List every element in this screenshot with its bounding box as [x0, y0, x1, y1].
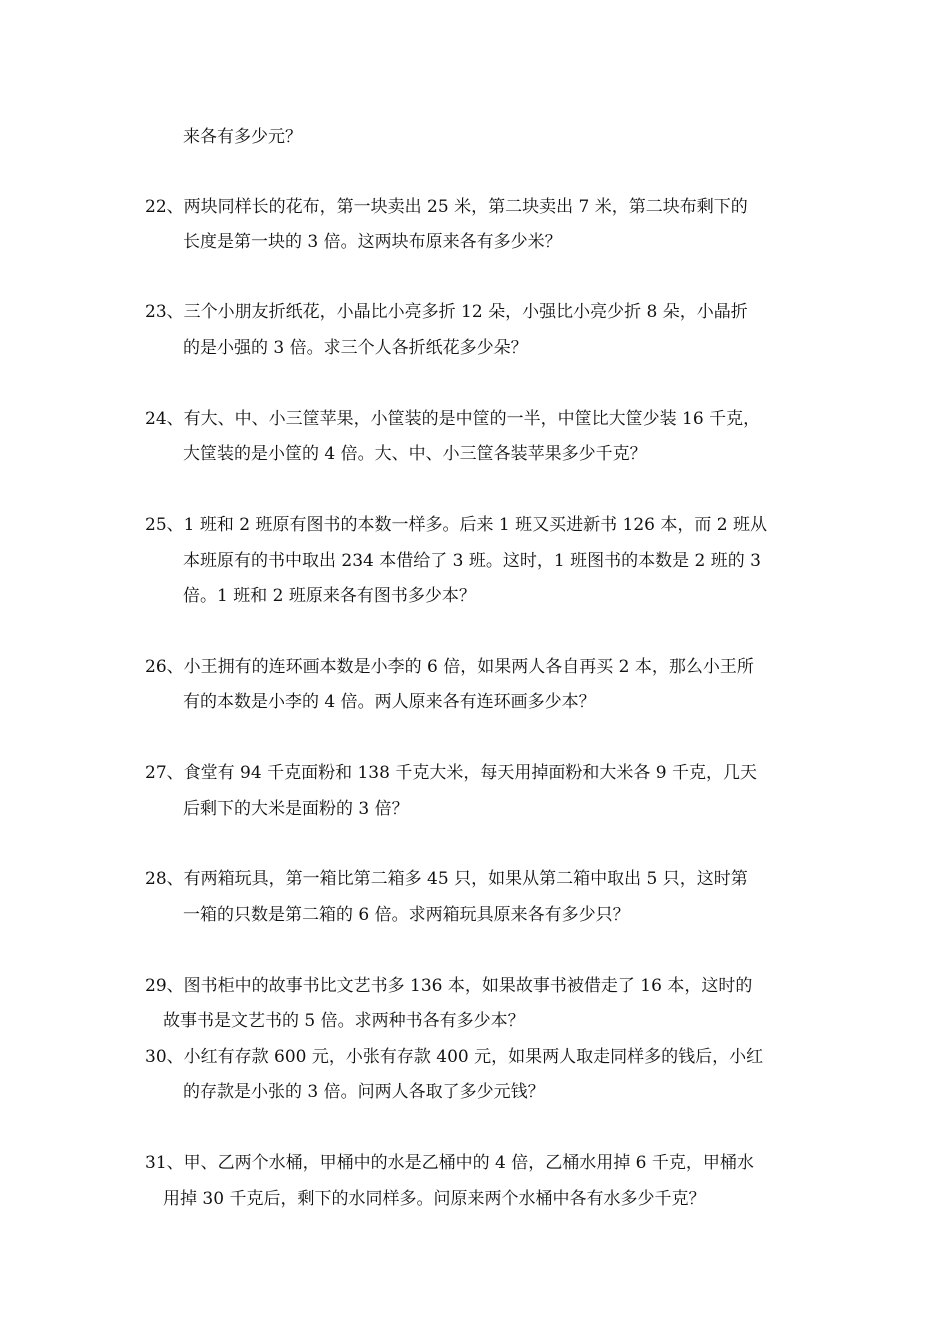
problem-27-line-2: 后剩下的大米是面粉的 3 倍？ — [183, 799, 409, 819]
problem-24-line-1: 24、有大、中、小三筐苹果，小筐装的是中筐的一半，中筐比大筐少装 16 千克， — [145, 409, 761, 429]
problem-28-line-2: 一箱的只数是第二箱的 6 倍。求两箱玩具原来各有多少只？ — [183, 905, 630, 925]
problem-27-line-1: 27、食堂有 94 千克面粉和 138 千克大米，每天用掉面粉和大米各 9 千克，几天 — [145, 763, 757, 783]
problem-22-line-1: 22、两块同样长的花布，第一块卖出 25 米，第二块卖出 7 米，第二块布剩下的 — [145, 197, 748, 217]
problem-26-line-1: 26、小王拥有的连环画本数是小李的 6 倍，如果两人各自再买 2 本，那么小王所 — [145, 657, 754, 677]
problem-24-line-2: 大筐装的是小筐的 4 倍。大、中、小三筐各装苹果多少千克？ — [183, 444, 647, 464]
problem-21-line-3: 来各有多少元？ — [183, 127, 302, 147]
problem-25-line-3: 倍。1 班和 2 班原来各有图书多少本？ — [183, 586, 476, 606]
problem-30-line-2: 的存款是小张的 3 倍。问两人各取了多少元钱？ — [183, 1082, 545, 1102]
problem-25-line-1: 25、1 班和 2 班原有图书的本数一样多。后来 1 班又买进新书 126 本，而 2 班从 — [145, 515, 767, 535]
problem-29-line-2: 故事书是文艺书的 5 倍。求两种书各有多少本？ — [163, 1011, 525, 1031]
problem-23-line-2: 的是小强的 3 倍。求三个人各折纸花多少朵？ — [183, 338, 528, 358]
problem-25-line-2: 本班原有的书中取出 234 本借给了 3 班。这时，1 班图书的本数是 2 班的 3 — [183, 551, 761, 571]
problem-26-line-2: 有的本数是小李的 4 倍。两人原来各有连环画多少本？ — [183, 692, 596, 712]
problem-29-line-1: 29、图书柜中的故事书比文艺书多 136 本，如果故事书被借走了 16 本，这时的 — [145, 976, 753, 996]
problem-22-line-2: 长度是第一块的 3 倍。这两块布原来各有多少米？ — [183, 232, 562, 252]
problem-30-line-1: 30、小红有存款 600 元，小张有存款 400 元，如果两人取走同样多的钱后，小红 — [145, 1047, 764, 1067]
problem-31-line-2: 用掉 30 千克后，剩下的水同样多。问原来两个水桶中各有水多少千克？ — [163, 1189, 706, 1209]
problem-31-line-1: 31、甲、乙两个水桶，甲桶中的水是乙桶中的 4 倍，乙桶水用掉 6 千克，甲桶水 — [145, 1153, 754, 1173]
problem-23-line-1: 23、三个小朋友折纸花，小晶比小亮多折 12 朵，小强比小亮少折 8 朵，小晶折 — [145, 302, 748, 322]
problem-28-line-1: 28、有两箱玩具，第一箱比第二箱多 45 只，如果从第二箱中取出 5 只，这时第 — [145, 869, 748, 889]
